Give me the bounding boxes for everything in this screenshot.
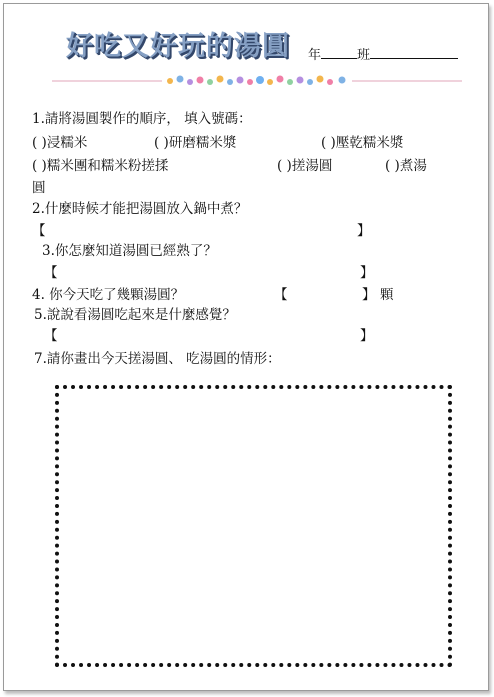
q3-bracket-open[interactable]: 【 (44, 265, 58, 281)
question-4: 4. 你今天吃了幾顆湯圓？ (32, 287, 185, 303)
question-3: 3.你怎麼知道湯圓已經熟了？ (42, 243, 217, 259)
question-5: 5.說說看湯圓吃起來是什麼感覺？ (34, 307, 236, 323)
q2-bracket-open[interactable]: 【 (32, 223, 46, 239)
q1-option-3[interactable]: ( )壓乾糯米漿 (321, 135, 404, 151)
q1-option-6[interactable]: ( )煮湯 (385, 158, 427, 174)
year-label: 年 (308, 48, 322, 63)
worksheet-page (3, 3, 489, 691)
q1-option-2[interactable]: ( )研磨糯米漿 (154, 135, 237, 151)
q4-bracket-open[interactable]: 【 (274, 287, 288, 303)
question-7: 7.請你畫出今天搓湯圓、 吃湯圓的情形： (34, 351, 281, 367)
worksheet-title: 好吃又好玩的湯圓 (66, 31, 290, 62)
year-blank[interactable] (321, 46, 357, 59)
q1-option-6-wrap: 圓 (32, 180, 46, 196)
class-field (308, 44, 458, 63)
q4-unit: 顆 (380, 287, 394, 303)
q3-bracket-close[interactable]: 】 (360, 265, 374, 281)
question-1: 1.請將湯圓製作的順序， 填入號碼： (32, 111, 252, 127)
q2-bracket-close[interactable]: 】 (357, 223, 371, 239)
q4-bracket-close[interactable]: 】 (362, 287, 376, 303)
decorative-divider (52, 70, 462, 92)
q1-option-1[interactable]: ( )浸糯米 (32, 135, 88, 151)
q5-bracket-close[interactable]: 】 (360, 328, 374, 344)
q5-bracket-open[interactable]: 【 (44, 328, 58, 344)
class-blank[interactable] (370, 46, 458, 59)
drawing-area[interactable] (55, 385, 452, 667)
class-label: 班 (357, 48, 371, 63)
q1-option-4[interactable]: ( )糯米團和糯米粉搓揉 (32, 158, 169, 174)
q1-option-5[interactable]: ( )搓湯圓 (277, 158, 333, 174)
question-2: 2.什麼時候才能把湯圓放入鍋中煮？ (32, 201, 248, 217)
